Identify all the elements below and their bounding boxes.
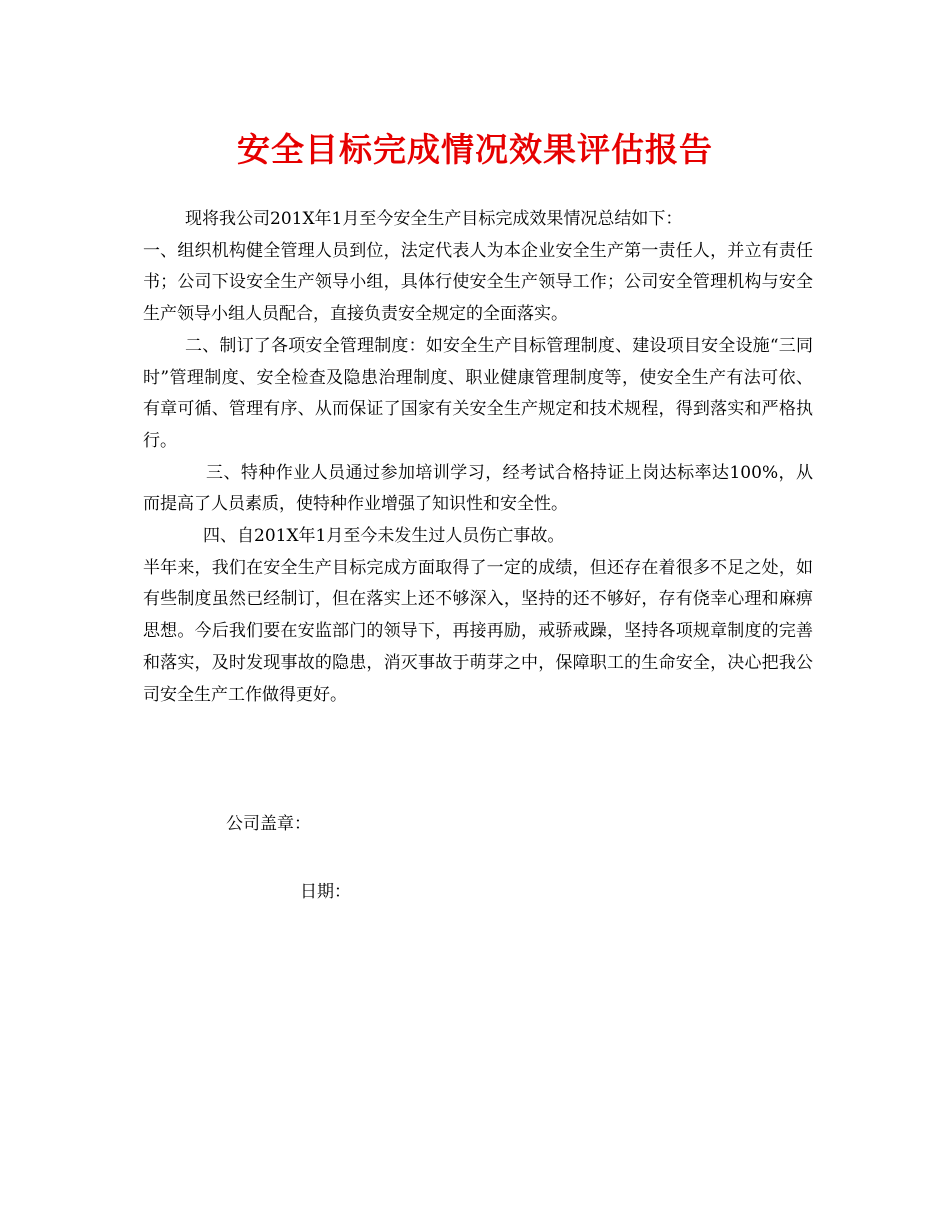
paragraph-special-operations: 三、特种作业人员通过参加培训学习，经考试合格持证上岗达标率达100%，从而提高了人员素质，使特种作业增强了知识性和安全性。 [143,462,813,515]
paragraph-no-accidents: 四、自201X年1月至今未发生过人员伤亡事故。 [203,526,565,547]
company-seal-label: 公司盖章： [226,814,311,834]
date-label: 日期： [300,882,351,902]
paragraph-management-system: 二、制订了各项安全管理制度：如安全生产目标管理制度、建设项目安全设施“三同时”管理制度、安全检查及隐患治理制度、职业健康管理制度等，使安全生产有法可依、有章可循、管理有序、从而保证了国家有关安全生产规定和技术规程，得到落实和严格执行。 [143,335,813,451]
report-title: 安全目标完成情况效果评估报告 [237,130,713,169]
paragraph-organization: 一、组织机构健全管理人员到位，法定代表人为本企业安全生产第一责任人，并立有责任书；公司下设安全生产领导小组，具体行使安全生产领导工作；公司安全管理机构与安全生产领导小组人员配合，直接负责安全规定的全面落实。 [143,240,813,325]
report-body [143,204,813,711]
intro-paragraph: 现将我公司201X年1月至今安全生产目标完成效果情况总结如下： [185,209,683,229]
paragraph-summary: 半年来，我们在安全生产目标完成方面取得了一定的成绩，但还存在着很多不足之处，如有些制度虽然已经制订，但在落实上还不够深入，坚持的还不够好，存有侥幸心理和麻痹思想。今后我们要在安监部门的领导下，再接再励，戒骄戒躁，坚持各项规章制度的完善和落实，及时发现事故的隐患，消灭事故于萌芽之中，保障职工的生命安全，决心把我公司安全生产工作做得更好。 [143,557,813,705]
